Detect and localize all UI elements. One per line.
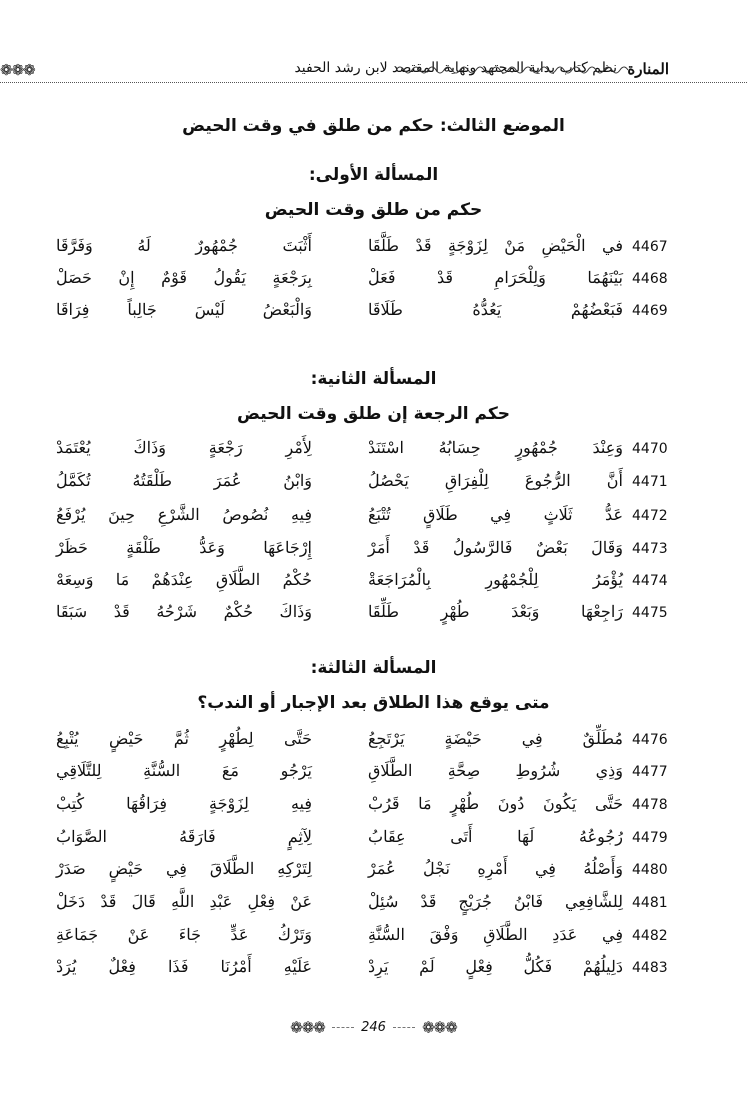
verse-first-hemistich: رُجُوعُهُ لَهَا أَتَى عِقَابُ: [368, 827, 623, 846]
verse-second-hemistich: لِآثِمٍ فَارَقَهُ الصَّوَابُ: [56, 827, 312, 846]
verse-first-hemistich: فِي عَدَدِ الطَّلَاقِ وَفْقَ السُّنَّةِ: [368, 925, 623, 944]
verse-second-hemistich: حُكْمُ الطَّلَاقِ عِنْدَهُمْ مَا وَسِعَهْ: [56, 570, 312, 589]
verse-row: [0, 538, 747, 564]
verse-second-hemistich: عَنْ فِعْلِ عَبْدِ اللَّهِ قَالَ قَدْ دَخَلْ: [56, 892, 312, 911]
verse-first-hemistich: بَيْنَهُمَا وَلِلْحَرَامِ قَدْ فَعَلْ: [368, 268, 623, 287]
page-number: 246: [361, 1020, 386, 1035]
verse-first-hemistich: في الْحَيْضِ مَنْ لِزَوْجَةٍ قَدْ طَلَّقَا: [368, 236, 623, 255]
section-label: المسألة الثالثة:: [310, 658, 437, 678]
verse-row: [0, 236, 747, 262]
verse-second-hemistich: يَرْجُو مَعَ السُّنَّةِ لِلتَّلَاقِي: [56, 761, 312, 780]
verse-number: 4481: [632, 895, 668, 911]
verse-number: 4478: [632, 797, 668, 813]
verse-row: [0, 268, 747, 294]
verse-first-hemistich: وَعِنْدَ جُمْهُورٍ حِسَابُهُ اسْتَنَدْ: [368, 438, 623, 457]
verse-number: 4480: [632, 862, 668, 878]
footer-ornament-icon: ❁❁❁: [422, 1018, 457, 1037]
verse-number: 4476: [632, 732, 668, 748]
verse-first-hemistich: وَأَصْلُهُ فِي أَمْرِهِ نَجْلُ عُمَرْ: [368, 859, 623, 878]
verse-second-hemistich: بِرَجْعَةٍ يَقُولُ قَوْمٌ إِنْ حَصَلْ: [56, 268, 312, 287]
verse-row: [0, 570, 747, 596]
verse-first-hemistich: لِلشَّافِعِي فَابْنُ جُرَيْجٍ قَدْ سُئِلْ: [368, 892, 623, 911]
verse-row: [0, 471, 747, 497]
verse-row: [0, 925, 747, 951]
verse-second-hemistich: إِرْجَاعَهَا وَعَدُّ طَلْقَةٍ حَظَرْ: [56, 538, 312, 557]
verse-second-hemistich: وَتَرْكُ عَدٍّ جَاءَ عَنْ جَمَاعَةِ: [56, 925, 312, 944]
verse-row: [0, 892, 747, 918]
verse-first-hemistich: فَبَعْضُهُمْ يَعُدُّهُ طَلَاقَا: [368, 300, 623, 319]
verse-number: 4477: [632, 764, 668, 780]
verse-number: 4470: [632, 441, 668, 457]
verse-row: [0, 957, 747, 983]
verse-second-hemistich: حَتَّى لِطُهْرٍ ثُمَّ حَيْضٍ يُتْبِعُ: [56, 729, 312, 748]
verse-row: [0, 794, 747, 820]
section-label: المسألة الأولى:: [308, 165, 439, 185]
verse-number: 4474: [632, 573, 668, 589]
header-book-title: نظم كتاب بداية المجتهد ونهاية المقتصد لابن رشد الحفيد: [294, 60, 617, 76]
section-title: حكم من طلق وقت الحيض: [264, 200, 483, 220]
verse-number: 4475: [632, 605, 668, 621]
footer-divider: [393, 1027, 415, 1028]
verse-second-hemistich: وَذَاكَ حُكْمٌ شَرْحُهُ قَدْ سَبَقَا: [56, 602, 312, 621]
header-ornament-icon: ❁❁❁: [0, 61, 35, 79]
footer-divider: [332, 1027, 354, 1028]
verse-first-hemistich: دَلِيلُهُمْ فَكُلُّ فِعْلٍ لَمْ يَرِدْ: [368, 957, 623, 976]
verse-row: [0, 859, 747, 885]
verse-second-hemistich: فِيهِ لِزَوْجَةٍ فِرَاقُهَا كُتِبْ: [56, 794, 312, 813]
verse-first-hemistich: وَقَالَ بَعْضٌ فَالرَّسُولُ قَدْ أَمَرْ: [368, 538, 623, 557]
verse-row: [0, 827, 747, 853]
verse-number: 4471: [632, 474, 668, 490]
verse-second-hemistich: وَالْبَعْضُ لَيْسَ جَالِباً فِرَاقَا: [56, 300, 312, 319]
verse-row: [0, 729, 747, 755]
verse-row: [0, 761, 747, 787]
verse-row: [0, 438, 747, 464]
page-footer: [0, 1017, 747, 1037]
verse-row: [0, 300, 747, 326]
verse-number: 4483: [632, 960, 668, 976]
verse-second-hemistich: لِأَمْرِ رَجْعَةٍ وَذَاكَ يُعْتَمَدْ: [56, 438, 312, 457]
verse-number: 4468: [632, 271, 668, 287]
verse-number: 4469: [632, 303, 668, 319]
section-label: المسألة الثانية:: [310, 369, 437, 389]
header-section-name: المنارة: [627, 60, 669, 78]
verse-second-hemistich: فِيهِ نُصُوصُ الشَّرْعِ حِينَ يُرْفَعُ: [56, 505, 312, 524]
verse-second-hemistich: لِتَرْكِهِ الطَّلَاقَ فِي حَيْضٍ صَدَرْ: [56, 859, 312, 878]
verse-first-hemistich: أَنَّ الرُّجُوعَ لِلْفِرَاقِ يَحْصُلُ: [368, 471, 623, 490]
verse-row: [0, 505, 747, 531]
topic-title: الموضع الثالث: حكم من طلق في وقت الحيض: [182, 116, 565, 136]
verse-first-hemistich: يُؤْمَرُ لِلْجُمْهُورِ بِالْمُرَاجَعَةْ: [368, 570, 623, 589]
verse-second-hemistich: عَلَيْهِ أَمْرُنَا فَذَا فِعْلٌ يُرَدْ: [56, 957, 312, 976]
header-wave-divider: [396, 64, 628, 76]
verse-number: 4479: [632, 830, 668, 846]
section-title: متى يوقع هذا الطلاق بعد الإجبار أو الندب؟: [197, 693, 550, 713]
header-rule: [0, 82, 747, 83]
verse-second-hemistich: وَابْنُ عُمَرَ طَلْقَتُهُ تُكَمَّلُ: [56, 471, 312, 490]
verse-first-hemistich: رَاجِعْهَا وَبَعْدَ طُهْرٍ طَلِّقَا: [368, 602, 623, 621]
verse-number: 4473: [632, 541, 668, 557]
verse-row: [0, 602, 747, 628]
verse-first-hemistich: حَتَّى يَكُونَ دُونَ طُهْرٍ مَا قَرُبْ: [368, 794, 623, 813]
verse-first-hemistich: وَذِي شُرُوطِ صِحَّةِ الطَّلَاقِ: [368, 761, 623, 780]
verse-number: 4467: [632, 239, 668, 255]
verse-first-hemistich: مُطَلِّقٌ فِي حَيْضَةٍ يَرْتَجِعُ: [368, 729, 623, 748]
verse-number: 4472: [632, 508, 668, 524]
verse-first-hemistich: عَدُّ ثَلَاثٍ فِي طَلَاقٍ تُتْبَعُ: [368, 505, 623, 524]
section-title: حكم الرجعة إن طلق وقت الحيض: [237, 404, 510, 424]
verse-second-hemistich: أَثْبَتَ جُمْهُورٌ لَهُ وَفَرَّقَا: [56, 236, 312, 255]
verse-number: 4482: [632, 928, 668, 944]
page-header: [0, 58, 747, 88]
footer-ornament-icon: ❁❁❁: [290, 1018, 325, 1037]
